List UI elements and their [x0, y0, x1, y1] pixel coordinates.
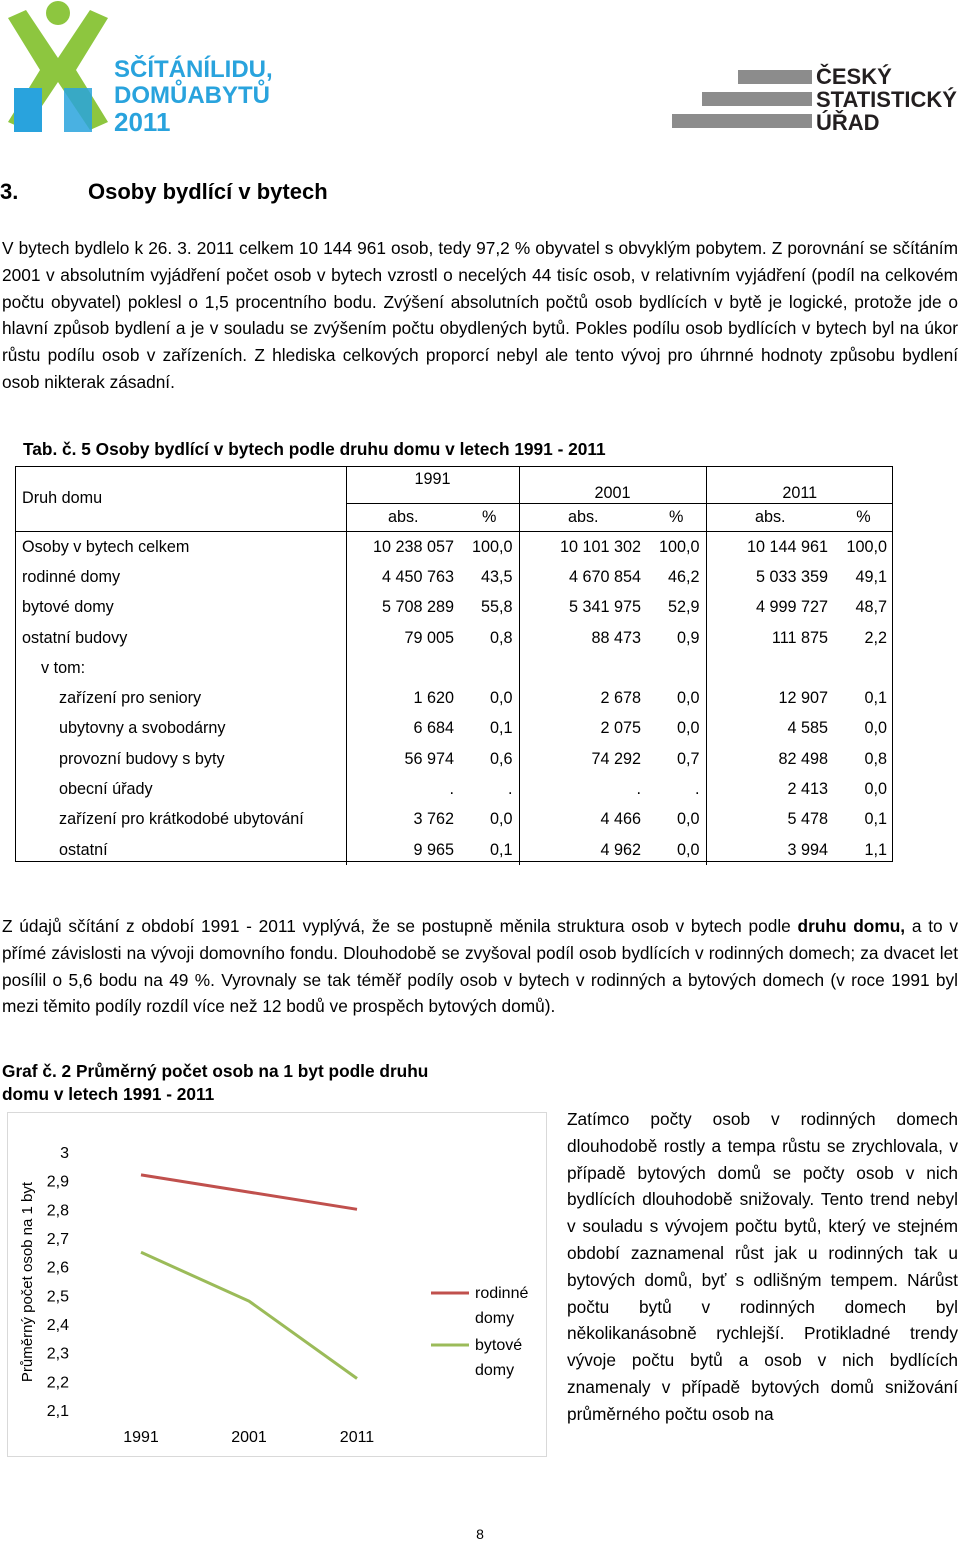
csu-bars-icon — [672, 70, 812, 128]
table-caption: Tab. č. 5 Osoby bydlící v bytech podle druhu domu v letech 1991 - 2011 — [23, 439, 606, 459]
cell-pct: 0,0 — [864, 780, 887, 799]
table-row — [15, 593, 893, 623]
cell-abs: . — [519, 774, 647, 804]
cell-pct: 100,0 — [471, 537, 513, 556]
cell-abs: 56 974 — [346, 744, 460, 774]
cell-pct: 48,7 — [855, 598, 887, 617]
header-unit-abs: abs. — [346, 504, 460, 532]
y-tick-label: 2,6 — [46, 1259, 69, 1277]
data-table — [15, 466, 893, 865]
paragraph-2-bold: druhu domu, — [797, 916, 906, 936]
table-row — [15, 532, 893, 563]
cell-abs: 1 620 — [346, 683, 460, 713]
cell-pct: 49,1 — [855, 567, 887, 586]
row-label: zařízení pro seniory — [59, 689, 202, 708]
graph-caption — [2, 1060, 522, 1106]
legend-label: bytové — [475, 1337, 523, 1354]
cell-abs: 4 585 — [706, 714, 834, 744]
cell-pct: 52,9 — [667, 598, 700, 617]
cell-abs: 9 965 — [346, 835, 460, 865]
paragraph-2 — [2, 913, 958, 1020]
cell-pct: 0,9 — [676, 628, 700, 647]
cell-pct: 100,0 — [658, 537, 700, 556]
paragraph-1: V bytech bydlelo k 26. 3. 2011 celkem 10 144 961 osob, tedy 97,2 % obyvatel s obvyklým pobytem. Z porovnání se sčítáním 2001 v absolutním vyjádření počet osob v bytech vzrostl o necelých 44 tisíc osob, v relativním vyjádření (podíl na celkovém počtu obyvatel) poklesl o 1,5 procentního bodu. Zvýšení absolutních počtů osob bydlících v bytě je logické, protože jde o hlavní způsob bydlení a je v souladu se zvýšením počtu obydlených bytů. Pokles podílu osob bydlících v bytech byl na úkor růstu podílu osob v zařízeních. Z hlediska celkových proporcí nebyl ale tento vývoj pro úhrnné hodnoty způsobu bydlení osob nikterak zásadní. — [2, 238, 958, 392]
cell-pct: 2,2 — [864, 628, 887, 647]
cell-pct: 100,0 — [846, 537, 887, 556]
legend-label: domy — [475, 1310, 515, 1327]
table-header-years — [15, 466, 893, 504]
y-tick-label: 2,7 — [46, 1231, 69, 1248]
table-row — [15, 744, 893, 774]
y-tick-label: 3 — [60, 1145, 69, 1162]
cell-pct: 0,1 — [489, 840, 513, 859]
side-text: Zatímco počty osob v rodinných domech dlouhodobě rostly a tempa růstu se zrychlovala, v případě bytových domů se počty osob v nich bydlících dlouhodobě snižovaly. Tento trend nebyl v souladu s vývojem počtu bytů, který ve stejném období zaznamenal růst jak u rodinných tak u bytových domů, byť s odlišným tempem. Nárůst počtu bytů v rodinných domech byl několikanásobně rychlejší. Protikladné trendy vývoje počtu bytů a osob v nich bydlících znamenaly v případě bytových domů snižování průměrného počtu osob na — [567, 1109, 958, 1424]
cell-pct — [460, 653, 519, 683]
y-tick-label: 2,1 — [46, 1403, 69, 1420]
logo-right-line-2: STATISTICKÝ — [816, 87, 957, 112]
cell-abs: 10 238 057 — [346, 532, 460, 563]
row-label: ostatní budovy — [22, 628, 128, 647]
cell-abs: 4 450 763 — [346, 562, 460, 592]
table-row — [15, 653, 893, 683]
y-axis-label: Průměrný počet osob na 1 byt — [19, 1181, 36, 1383]
row-label: bytové domy — [22, 598, 114, 617]
paragraph-2-before: Z údajů sčítání z období 1991 - 2011 vyplývá, že se postupně měnila struktura osob v bytech podle — [2, 916, 798, 936]
cell-pct: 0,0 — [676, 719, 700, 738]
series-line-1 — [141, 1252, 357, 1378]
line-chart — [7, 1112, 547, 1457]
row-label: ubytovny a svobodárny — [59, 719, 226, 738]
legend-label: domy — [475, 1362, 515, 1379]
table-row — [15, 805, 893, 835]
table-row — [15, 714, 893, 744]
section-number: 3. — [0, 179, 19, 204]
header-unit-pct: % — [460, 504, 519, 532]
cell-abs: 5 478 — [706, 805, 834, 835]
cell-abs: 10 144 961 — [706, 532, 834, 563]
cell-abs: 79 005 — [346, 623, 460, 653]
cell-pct: 43,5 — [480, 567, 513, 586]
cell-abs: 82 498 — [706, 744, 834, 774]
y-tick-label: 2,4 — [46, 1317, 69, 1334]
y-tick-label: 2,9 — [46, 1173, 69, 1191]
cell-pct: 46,2 — [667, 567, 700, 586]
cell-pct: 0,1 — [864, 689, 887, 708]
header-year-2001: 2001 — [519, 466, 706, 504]
header-year-2011: 2011 — [706, 466, 893, 504]
cell-pct: 0,6 — [489, 749, 513, 768]
y-tick-label: 2,5 — [46, 1288, 69, 1306]
y-tick-label: 2,2 — [46, 1374, 69, 1392]
cell-pct: 0,1 — [489, 719, 513, 738]
x-tick-label: 1991 — [123, 1429, 159, 1446]
cell-abs: 10 101 302 — [519, 532, 647, 563]
cell-pct: 0,7 — [676, 749, 700, 768]
cell-pct: 1,1 — [864, 840, 887, 859]
cell-abs: 111 875 — [706, 623, 834, 653]
cell-pct — [647, 653, 706, 683]
row-label: v tom: — [41, 658, 86, 677]
cell-abs: 74 292 — [519, 744, 647, 774]
cell-abs — [706, 653, 834, 683]
table-row — [15, 562, 893, 592]
cell-pct: 0,0 — [676, 840, 700, 859]
cell-abs — [519, 653, 647, 683]
cell-pct: 0,0 — [864, 719, 887, 738]
table-row — [15, 835, 893, 865]
cell-abs: 4 466 — [519, 805, 647, 835]
cell-pct: 55,8 — [480, 598, 513, 617]
cell-abs: 3 994 — [706, 835, 834, 865]
row-label: zařízení pro krátkodobé ubytování — [59, 810, 304, 829]
cell-abs: 6 684 — [346, 714, 460, 744]
cell-pct: 0,8 — [489, 628, 513, 647]
cell-abs: 3 762 — [346, 805, 460, 835]
y-tick-label: 2,8 — [46, 1202, 69, 1220]
cell-abs: 12 907 — [706, 683, 834, 713]
cell-abs: 88 473 — [519, 623, 647, 653]
cell-abs: 5 033 359 — [706, 562, 834, 592]
row-label: Osoby v bytech celkem — [22, 537, 190, 556]
logo-right-line-1: ČESKÝ — [816, 64, 892, 89]
cell-pct: 0,1 — [864, 810, 887, 829]
y-tick-label: 2,3 — [46, 1345, 69, 1363]
x-tick-label: 2001 — [231, 1429, 267, 1446]
cell-pct: 0,0 — [489, 689, 513, 708]
cell-pct: 0,8 — [864, 749, 887, 768]
cell-pct: . — [508, 780, 513, 799]
legend-label: rodinné — [475, 1285, 529, 1302]
logo-left-line-2: DOMŮABYTŮ — [114, 82, 270, 109]
table-row — [15, 623, 893, 653]
header-unit-abs: abs. — [706, 504, 834, 532]
csu-logo — [672, 62, 957, 137]
row-label: obecní úřady — [59, 780, 153, 799]
cell-abs: . — [346, 774, 460, 804]
logo-right-line-3: ÚŘAD — [816, 110, 880, 135]
cell-pct: . — [695, 780, 700, 799]
cell-pct: 0,0 — [676, 810, 700, 829]
scitani-figure-icon — [8, 1, 108, 132]
header-unit-pct: % — [834, 504, 893, 532]
cell-abs: 4 962 — [519, 835, 647, 865]
cell-pct: 0,0 — [676, 689, 700, 708]
row-label: provozní budovy s byty — [59, 749, 225, 768]
header-unit-abs: abs. — [519, 504, 647, 532]
cell-pct: 0,0 — [489, 810, 513, 829]
section-title-text: Osoby bydlící v bytech — [88, 179, 328, 204]
table-row — [15, 774, 893, 804]
logo-left-line-3: 2011 — [114, 107, 171, 137]
cell-abs: 4 999 727 — [706, 593, 834, 623]
header-druh-domu: Druh domu — [15, 466, 346, 532]
page-number: 8 — [476, 1526, 484, 1542]
paragraph-2-after: a to v přímé závislosti na vývoji domovního fondu. Dlouhodobě se zvyšoval podíl osob bydlících v rodinných domech; za dvacet let posílil o 5,6 bodu na 49 %. Vyrovnaly se tak téměř podíly osob v bytech v rodinných a bytových domech (v roce 1991 byl mezi těmito podíly rozdíl více než 12 bodů ve prospěch bytových domů). — [2, 916, 958, 1017]
cell-abs: 2 678 — [519, 683, 647, 713]
cell-abs — [346, 653, 460, 683]
logo-left-line-1: SČÍTÁNÍLIDU, — [114, 56, 273, 83]
graph-caption-line-1: Graf č. 2 Průměrný počet osob na 1 byt podle druhu — [2, 1061, 429, 1081]
cell-abs: 2 413 — [706, 774, 834, 804]
table-row — [15, 683, 893, 713]
cell-abs: 2 075 — [519, 714, 647, 744]
scitani-logo — [8, 0, 288, 140]
row-label: ostatní — [59, 840, 108, 859]
cell-abs: 4 670 854 — [519, 562, 647, 592]
section-title — [0, 179, 328, 205]
row-label: rodinné domy — [22, 567, 121, 586]
series-line-0 — [141, 1175, 357, 1209]
cell-pct — [834, 653, 893, 683]
cell-abs: 5 341 975 — [519, 593, 647, 623]
graph-caption-line-2: domu v letech 1991 - 2011 — [2, 1084, 215, 1104]
header-unit-pct: % — [647, 504, 706, 532]
cell-abs: 5 708 289 — [346, 593, 460, 623]
header-year-1991: 1991 — [346, 466, 519, 504]
x-tick-label: 2011 — [339, 1429, 375, 1446]
